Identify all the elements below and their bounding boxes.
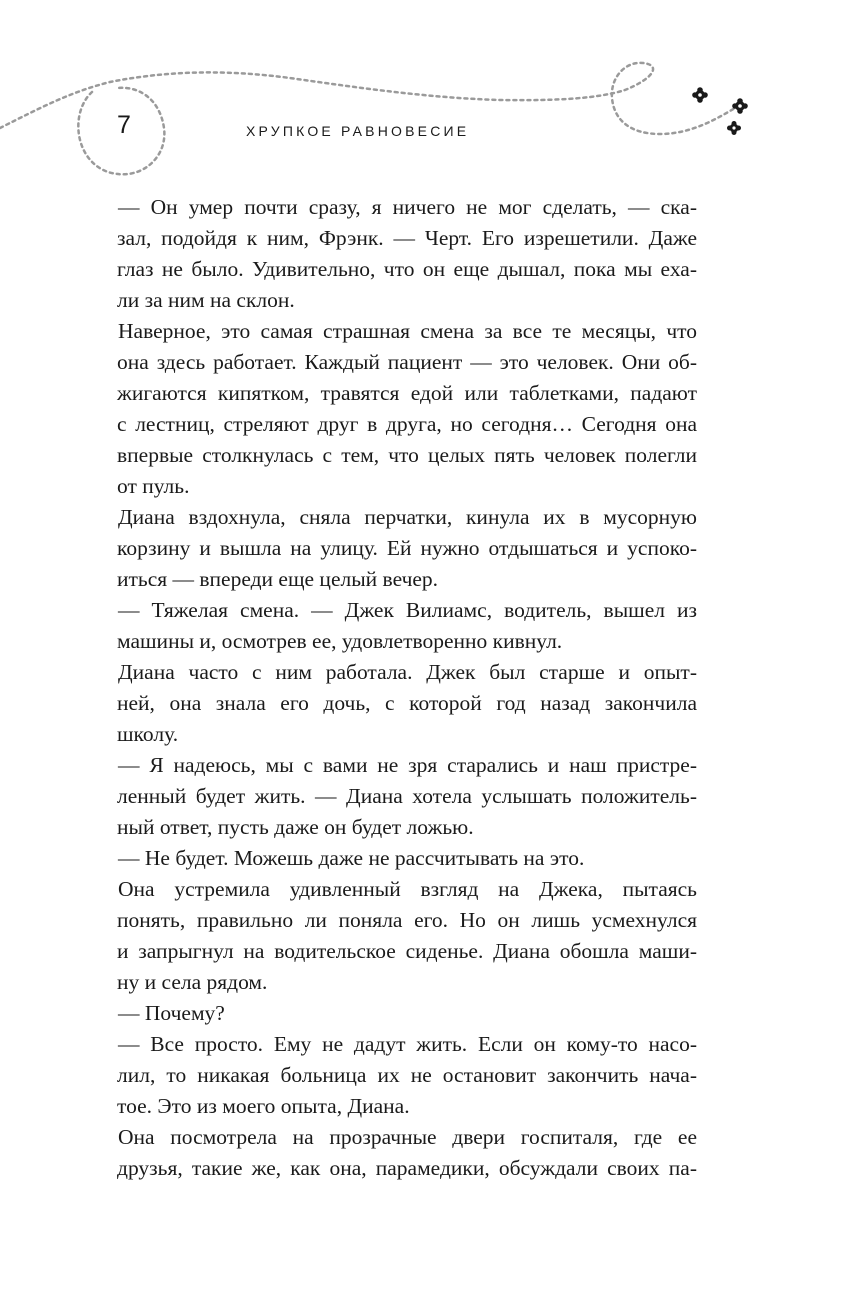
text-line: друзья, такие же, как она, парамедики, обсуждали своих па-	[117, 1156, 697, 1180]
text-line: машины и, осмотрев ее, удовлетворенно кивнул.	[117, 629, 563, 653]
text-line: от пуль.	[117, 474, 190, 498]
running-title: ХРУПКОЕ РАВНОВЕСИЕ	[246, 123, 470, 139]
text-line: корзину и вышла на улицу. Ей нужно отдышаться и успоко-	[117, 536, 697, 560]
text-line: ленный будет жить. — Диана хотела услышать положитель-	[117, 784, 697, 808]
text-line: глаз не было. Удивительно, что он еще дышал, пока мы еха-	[117, 257, 697, 281]
text-line: ну и села рядом.	[117, 970, 268, 994]
text-line: Она посмотрела на прозрачные двери госпиталя, где ее	[118, 1125, 697, 1149]
text-line: понять, правильно ли поняла его. Но он лишь усмехнулся	[117, 908, 697, 932]
text-line: Диана часто с ним работала. Джек был старше и опыт-	[118, 660, 697, 684]
text-line: Наверное, это самая страшная смена за все те месяцы, что	[118, 319, 697, 343]
text-line: — Тяжелая смена. — Джек Вилиамс, водитель, вышел из	[118, 598, 697, 622]
text-line: — Почему?	[118, 1001, 225, 1025]
text-line: — Он умер почти сразу, я ничего не мог сделать, — ска-	[118, 195, 697, 219]
text-line: она здесь работает. Каждый пациент — это человек. Они об-	[117, 350, 697, 374]
text-line: школу.	[117, 722, 179, 746]
text-line: ней, она знала его дочь, с которой год назад закончила	[117, 691, 697, 715]
flower-icon	[732, 98, 748, 114]
text-line: — Все просто. Ему не дадут жить. Если он кому-то насо-	[118, 1032, 697, 1056]
flower-icon	[727, 121, 741, 135]
text-line: зал, подойдя к ним, Фрэнк. — Черт. Его изрешетили. Даже	[117, 226, 697, 250]
page-number: 7	[117, 111, 131, 139]
header-ornament	[0, 0, 844, 200]
text-line: иться — впереди еще целый вечер.	[117, 567, 439, 591]
body-text	[117, 192, 697, 1184]
text-line: с лестниц, стреляют друг в друга, но сегодня… Сегодня она	[117, 412, 697, 436]
text-line: Диана вздохнула, сняла перчатки, кинула их в мусорную	[118, 505, 697, 529]
text-line: тое. Это из моего опыта, Диана.	[117, 1094, 410, 1118]
text-line: впервые столкнулась с тем, что целых пять человек полегли	[117, 443, 697, 467]
text-line: — Не будет. Можешь даже не рассчитывать на это.	[118, 846, 585, 870]
text-line: ли за ним на склон.	[117, 288, 295, 312]
text-line: и запрыгнул на водительское сиденье. Диана обошла маши-	[117, 939, 697, 963]
text-line: лил, то никакая больница их не остановит закончить нача-	[117, 1063, 697, 1087]
text-line: Она устремила удивленный взгляд на Джека, пытаясь	[118, 877, 697, 901]
text-line: ный ответ, пусть даже он будет ложью.	[117, 815, 474, 839]
flower-icon	[692, 87, 708, 103]
text-line: — Я надеюсь, мы с вами не зря старались и наш пристре-	[118, 753, 697, 777]
text-line: жигаются кипятком, травятся едой или таблетками, падают	[117, 381, 697, 405]
